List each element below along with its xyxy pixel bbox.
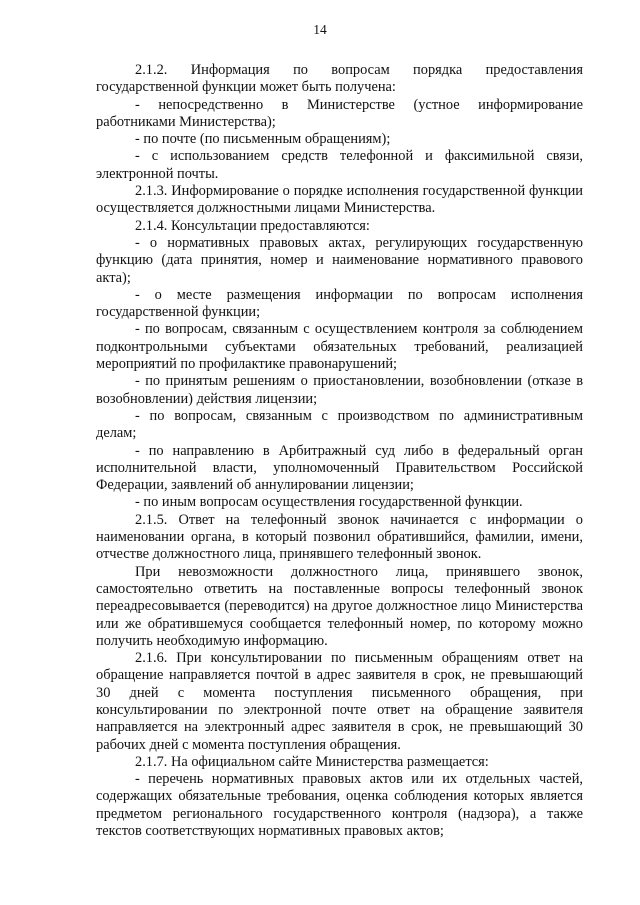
list-item-administrative-cases: - по вопросам, связанным с производством по административным делам; (96, 407, 583, 442)
list-item-control: - по вопросам, связанным с осуществлением контроля за соблюдением подконтрольными субъектами обязательных требований, реализацией мероприятий по профилактике правонарушений; (96, 321, 583, 373)
list-item-phone-fax-email: - с использованием средств телефонной и факсимильной связи, электронной почты. (96, 148, 583, 182)
list-item-info-location: - о месте размещения информации по вопросам исполнения государственной функции; (96, 286, 583, 321)
paragraph-2-1-6: 2.1.6. При консультировании по письменным обращениям ответ на обращение направляется почтой в адрес заявителя в срок, не превышающий 30 дней с момента поступления письменного обращения, при консультировании по электронной почте ответ на обращение заявителя направляется на электронный адрес заявителя в срок, не превышающий 30 рабочих дней с момента поступления обращения. (96, 650, 583, 753)
list-item-mail: - по почте (по письменным обращениям); (135, 131, 391, 148)
list-item-arbitration-court: - по направлению в Арбитражный суд либо в федеральный орган исполнительной власти, уполномоченный Правительством Российской Федерации, заявлений об аннулировании лицензии; (96, 442, 583, 494)
list-item-normative-list: - перечень нормативных правовых актов или их отдельных частей, содержащих обязательные требования, оценка соблюдения которых является предметом регионального государственного контроля (надзора), а также текстов соответствующих нормативных правовых актов; (96, 771, 583, 840)
list-item-other-questions: - по иным вопросам осуществления государственной функции. (135, 494, 523, 511)
paragraph-2-1-2: 2.1.2. Информация по вопросам порядка предоставления государственной функции может быть получена: (96, 62, 583, 96)
paragraph-2-1-3: 2.1.3. Информирование о порядке исполнения государственной функции осуществляется должностными лицами Министерства. (96, 183, 583, 217)
list-item-ministry: - непосредственно в Министерстве (устное информирование работниками Министерства); (96, 96, 583, 130)
list-item-license-decisions: - по принятым решениям о приостановлении, возобновлении (отказе в возобновлении) действия лицензии; (96, 373, 583, 407)
paragraph-2-1-5: 2.1.5. Ответ на телефонный звонок начинается с информации о наименовании органа, в который позвонил обратившийся, фамилии, имени, отчестве должностного лица, принявшего телефонный звонок. (96, 511, 583, 563)
paragraph-2-1-4: 2.1.4. Консультации предоставляются: (135, 217, 370, 234)
page-number: 14 (313, 22, 327, 37)
list-item-normative-acts: - о нормативных правовых актах, регулирующих государственную функцию (дата принятия, номер и наименование нормативного правового акта); (96, 234, 583, 286)
paragraph-2-1-7: 2.1.7. На официальном сайте Министерства размещается: (135, 753, 489, 770)
document-body (96, 62, 583, 840)
paragraph-redirect: При невозможности должностного лица, принявшего звонок, самостоятельно ответить на поставленные вопросы телефонный звонок переадресовывается (переводится) на другое должностное лицо Министерства или же обратившемуся сообщается телефонный номер, по которому можно получить необходимую информацию. (96, 563, 583, 649)
